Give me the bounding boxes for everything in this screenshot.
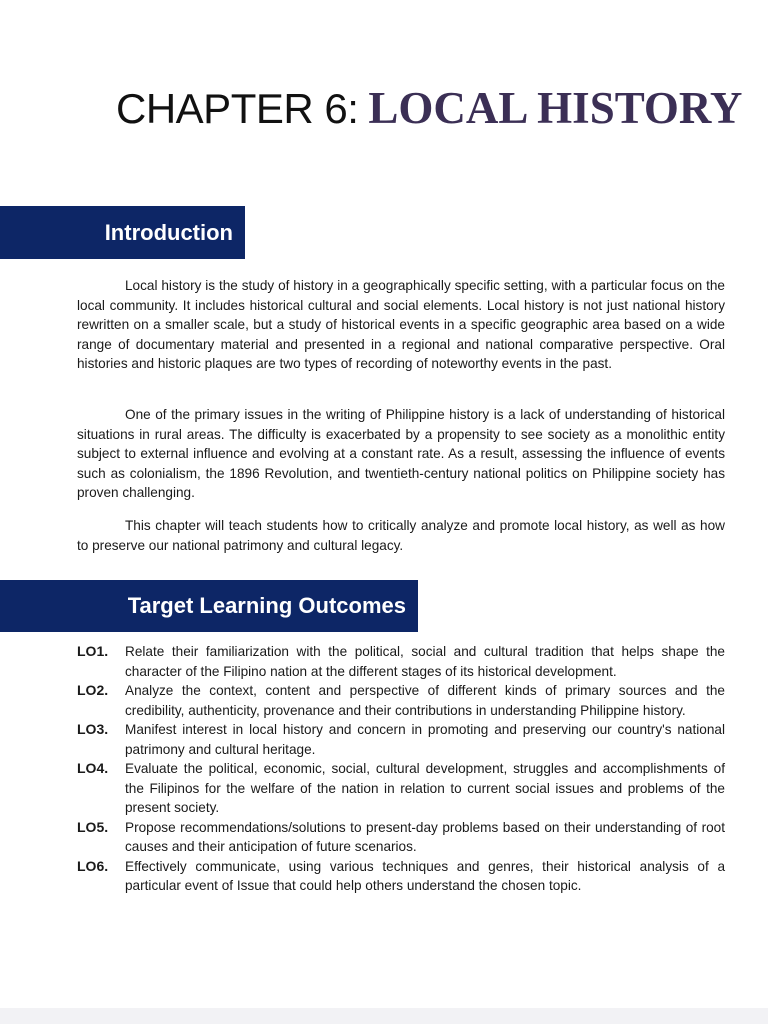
learning-outcome-item	[77, 642, 725, 681]
intro-paragraph-2: One of the primary issues in the writing of Philippine history is a lack of understanding of historical situations in rural areas. The difficulty is exacerbated by a propensity to see society as a monolithic entity subject to external influence and evolving at a constant rate. As a result, assessing the influence of events such as colonialism, the 1896 Revolution, and twentieth-century national politics on Philippine society has proven challenging.	[77, 407, 725, 500]
outcome-text: Analyze the context, content and perspective of different kinds of primary sources and the credibility, authenticity, provenance and their contributions in understanding Philippine history.	[125, 683, 725, 718]
learning-outcome-item	[77, 857, 725, 896]
page-bottom-edge	[0, 1008, 768, 1024]
outcome-text: Manifest interest in local history and concern in promoting and preserving our country's national patrimony and cultural heritage.	[125, 722, 725, 757]
outcome-text: Effectively communicate, using various techniques and genres, their historical analysis of a particular event of Issue that could help others understand the chosen topic.	[125, 858, 725, 893]
chapter-number: CHAPTER 6:	[116, 85, 359, 132]
introduction-banner	[0, 206, 245, 259]
learning-outcome-item	[77, 818, 725, 857]
outcome-code: LO6.	[77, 857, 109, 874]
learning-outcomes-list	[77, 642, 725, 896]
chapter-title	[116, 83, 743, 133]
learning-outcomes-heading: Target Learning Outcomes	[127, 593, 406, 618]
outcome-code: LO1.	[77, 643, 109, 659]
chapter-name: LOCAL HISTORY	[368, 83, 743, 133]
learning-outcomes-banner	[0, 580, 418, 632]
learning-outcome-item	[77, 720, 725, 759]
outcome-code: LO2.	[77, 682, 109, 698]
learning-outcome-item	[77, 759, 725, 818]
outcome-code: LO3.	[77, 721, 109, 737]
learning-outcome-item	[77, 681, 725, 720]
outcome-code: LO5.	[77, 818, 109, 835]
intro-paragraph-3: This chapter will teach students how to critically analyze and promote local history, as well as how to preserve our national patrimony and cultural legacy.	[77, 518, 725, 553]
outcome-text: Propose recommendations/solutions to present-day problems based on their understanding of root causes and their anticipation of future scenarios.	[125, 819, 725, 854]
intro-paragraph-1: Local history is the study of history in a geographically specific setting, with a particular focus on the local community. It includes historical cultural and social elements. Local history is not just national history rewritten on a smaller scale, but a study of historical events in a specific geographic area based on a wide range of documentary material and presented in a regional and national comparative perspective. Oral histories and historic plaques are two types of recording of noteworthy events in the past.	[77, 278, 725, 371]
introduction-heading: Introduction	[104, 219, 233, 245]
outcome-code: LO4.	[77, 760, 109, 776]
outcome-text: Evaluate the political, economic, social, cultural development, struggles and accomplishments of the Filipinos for the welfare of the nation in relation to current social issues and problems of the present society.	[125, 761, 725, 815]
outcome-text: Relate their familiarization with the political, social and cultural tradition that helps shape the character of the Filipino nation at the different stages of its historical development.	[125, 644, 725, 679]
